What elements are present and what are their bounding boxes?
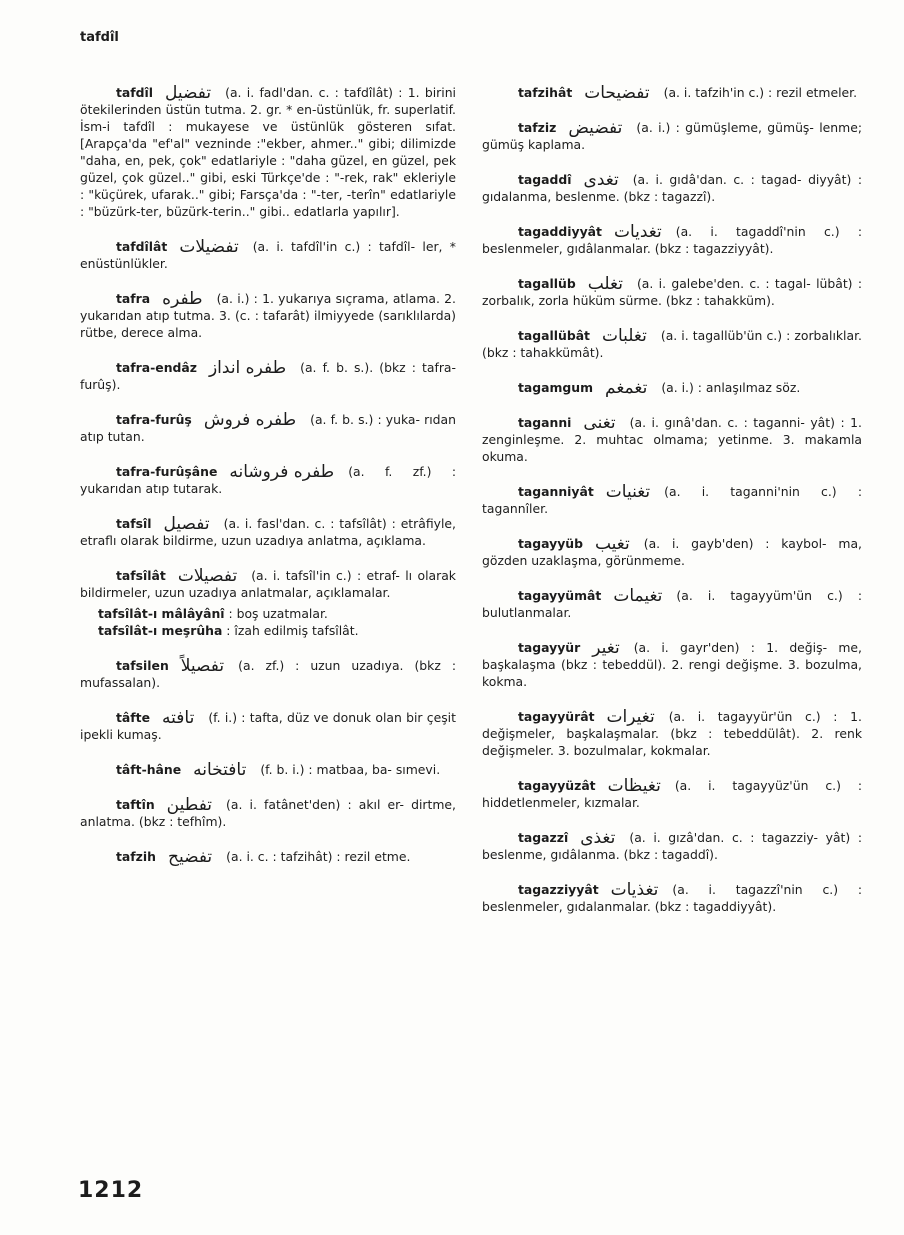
entry-headword: tagayyürât [518, 709, 595, 724]
entry-headword: tafsîlât [116, 568, 166, 583]
entry-definition: 1. değişmeler, başkalaşmalar. (bkz : tebeddülât). 2. renk değişmeler. 3. bozulmalar, kokmalar. [482, 709, 862, 758]
entry-arabic-script: طفره فروشانه [229, 462, 335, 482]
entry-headword: tafzihât [518, 85, 573, 100]
entry-headword: tagazziyyât [518, 882, 599, 897]
entry-headword: tafra-endâz [116, 360, 197, 375]
entry-definition: etmeler. [805, 85, 858, 100]
entry-grammar-note: (a. f. b. s.). (bkz : [300, 360, 416, 375]
entry-arabic-script: تافته [162, 708, 195, 728]
entry-headword: tagayyüb [518, 536, 583, 551]
entry-arabic-script: تغنى [583, 413, 616, 433]
entry-grammar-note: (a. i. tagallüb'ün c.) : [660, 328, 791, 343]
entry-arabic-script: تافتخانه [193, 760, 247, 780]
dictionary-entry [80, 848, 456, 865]
entry-definition: zorbalıklar. (bkz : tahakkümât). [482, 328, 862, 360]
entry-arabic-script: تغير [592, 638, 620, 658]
entry-definition: tagannîler. [482, 501, 549, 516]
entry-definition: ler, * enüstünlükler. [80, 239, 456, 271]
entry-definition: lı olarak bildirmeler, uzun uzadıya anlatmalar, açıklamalar. [80, 568, 456, 600]
entry-headword: tâfte [116, 710, 151, 725]
entry-definition: ma, gözden uzaklaşma, görünmeme. [482, 536, 862, 568]
entry-grammar-note: (f. i.) : tafta, düz ve donuk [208, 710, 372, 725]
entry-headword: tagayyüzât [518, 778, 596, 793]
entry-grammar-note: (a. i. galebe'den. c. : tagal- [636, 276, 811, 291]
entry-definition: (bkz : mufassalan). [80, 658, 456, 690]
dictionary-entry [482, 587, 862, 621]
entry-definition: lübât) : zorbalık, zorla hüküm sürme. (bkz : tahakküm). [482, 276, 862, 308]
entry-headword: tagayyümât [518, 588, 602, 603]
entry-grammar-note: (a. i. tagayyür'ün c.) : [668, 709, 838, 724]
entry-definition: dirtme, anlatma. (bkz : tefhîm). [80, 797, 456, 829]
entry-headword: tâft-hâne [116, 762, 182, 777]
entry-arabic-script: تفضيض [568, 118, 623, 138]
dictionary-entry [482, 223, 862, 257]
sub-entry-headword: tafsîlât-ı meşrûha [98, 623, 223, 638]
entry-headword: tafdîlât [116, 239, 168, 254]
entry-headword: tagaddiyyât [518, 224, 602, 239]
entry-headword: tagamgum [518, 380, 594, 395]
sub-entry-definition: : îzah edilmiş tafsîlât. [226, 623, 359, 638]
entry-arabic-script: تغمغم [605, 378, 648, 398]
entry-definition: yât) : beslenme, gıdâlanma. (bkz : tagaddî). [482, 830, 862, 862]
entry-grammar-note: (a. i. gızâ'dan. c. : tagazziy- [629, 830, 819, 845]
entry-grammar-note: (a. i.) : anlaşılmaz söz. [661, 380, 801, 395]
running-header: tafdîl [80, 30, 119, 45]
dictionary-entry [80, 84, 456, 220]
sub-entries [98, 605, 456, 639]
entry-headword: tagallüb [518, 276, 576, 291]
left-column [80, 84, 456, 883]
entry-grammar-note: (a. i. gıdâ'dan. c. : tagad- [632, 172, 802, 187]
entry-arabic-script: تغلب [587, 274, 623, 294]
entry-grammar-note: (a. f. b. s.) : yuka- [310, 412, 420, 427]
entry-definition: beslenmeler, gıdalanmalar. (bkz : tagaddiyyât). [482, 899, 777, 914]
entry-headword: tafsilen [116, 658, 169, 673]
entry-grammar-note: (a. i. fasl'dan. c. : tafsîlât) : [223, 516, 396, 531]
entry-definition: bulutlanmalar. [482, 605, 572, 620]
entry-grammar-note: (a. i. tafsîl'in c.) : etraf- [251, 568, 400, 583]
entry-arabic-script: تفضيحات [584, 83, 650, 103]
entry-grammar-note: (a. zf.) : uzun uzadıya. [238, 658, 404, 673]
dictionary-entry [80, 796, 456, 830]
entry-arabic-script: تفصيلات [177, 566, 238, 586]
entry-headword: tagaddî [518, 172, 572, 187]
entry-grammar-note: (a. i. tafdîl'in c.) : tafdîl- [252, 239, 416, 254]
dictionary-entry [482, 639, 862, 690]
sub-entry-definition: : boş uzatmalar. [228, 606, 328, 621]
entry-arabic-script: تفضيل [165, 83, 212, 103]
entry-grammar-note: (a. i.) : 1. yukarıya sıçrama, [216, 291, 389, 306]
entry-grammar-note: (a. i. tagaddî'nin c.) : [675, 224, 862, 239]
dictionary-entry [482, 535, 862, 569]
entry-grammar-note: (a. i.) : gümüşleme, gümüş- [636, 120, 814, 135]
dictionary-entry [482, 119, 862, 153]
sub-entry-headword: tafsîlât-ı mâlâyânî [98, 606, 225, 621]
entry-definition: hiddetlenmeler, kızmalar. [482, 795, 640, 810]
entry-grammar-note: (a. i. gınâ'dan. c. : taganni- [629, 415, 805, 430]
entry-definition: yât) : 1. zenginleşme. 2. muhtac olmama; yetinme. 3. makamla okuma. [482, 415, 862, 464]
entry-headword: tafsîl [116, 516, 152, 531]
entry-arabic-script: تفصيلاً [180, 656, 225, 676]
dictionary-entry [80, 657, 456, 691]
entry-definition: rıdan atıp tutan. [80, 412, 456, 444]
dictionary-entry [80, 709, 456, 743]
entry-headword: tafzih [116, 849, 156, 864]
entry-headword: tafdîl [116, 85, 154, 100]
entry-grammar-note: (a. i. tagazzî'nin c.) : [672, 882, 862, 897]
entry-arabic-script: تغيمات [613, 586, 663, 606]
entry-arabic-script: طفره انداز [208, 358, 287, 378]
entry-definition: sımevi. [395, 762, 441, 777]
sub-entry [98, 622, 456, 639]
dictionary-entry [482, 275, 862, 309]
entry-grammar-note: (a. i. fatânet'den) : akıl er- [226, 797, 404, 812]
entry-arabic-script: تغذى [580, 828, 616, 848]
entry-arabic-script: تغذيات [610, 880, 659, 900]
entry-definition: lenme; gümüş kaplama. [482, 120, 862, 152]
entry-definition: diyyât) : gıdalanma, beslenme. (bkz : tagazzî). [482, 172, 862, 204]
right-column [482, 84, 862, 933]
dictionary-entry [482, 327, 862, 361]
dictionary-entry [80, 411, 456, 445]
entry-grammar-note: (a. i. fadl'dan. c. : tafdîlât) : [225, 85, 403, 100]
entry-arabic-script: تغدى [583, 170, 619, 190]
entry-arabic-script: تفضيلات [179, 237, 239, 257]
dictionary-entry [482, 379, 862, 396]
entry-arabic-script: تغيرات [606, 707, 655, 727]
dictionary-entry [80, 238, 456, 272]
dictionary-entry [482, 881, 862, 915]
entry-headword: tafziz [518, 120, 557, 135]
entry-definition: etme. [374, 849, 411, 864]
dictionary-entry [482, 171, 862, 205]
entry-grammar-note: (a. i. tafzih'in c.) : rezil [663, 85, 802, 100]
entry-definition: atlama. 2. yukarıdan atıp tutma. 3. (c. : tafarât) ilmiyyede (sarıklılarda) rütbe, derece alma. [80, 291, 456, 340]
entry-arabic-script: تغيظات [607, 776, 661, 796]
entry-headword: tafra-furûşâne [116, 464, 218, 479]
entry-definition: beslenmeler, gıdâlanmalar. (bkz : tagazziyyât). [482, 241, 774, 256]
page-number: 1212 [78, 1178, 144, 1203]
entry-headword: tagayyür [518, 640, 581, 655]
dictionary-entry [482, 777, 862, 811]
dictionary-entry [80, 761, 456, 778]
entry-definition: 1. birini ötekilerinden üstün tutma. 2. gr. * en-üstünlük, fr. superlatif. İsm-i tafdîl : mukayese ve üstünlük gösteren sıfat. [Arapça'da "ef'al" vezninde :"ekber, ahmer.." gibi; dilimizde "daha, en, pek, çok" edatlariyle : "daha güzel, en güzel, pek güzel, çok güzel.." gibi, eski Türkçe'de : "-rek, rak" ekleriyle : "küçürek, ufarak.." gibi; Farsça'da : "-ter, -terîn" edatlariyle : "büzürk-ter, büzürk-terin.." gibi.. edatlarla yapılır]. [80, 85, 456, 219]
entry-grammar-note: (f. b. i.) : matbaa, ba- [260, 762, 392, 777]
entry-definition: etrâfiyle, etraflı olarak bildirme, uzun uzadıya anlatma, açıklama. [80, 516, 456, 548]
dictionary-entry [80, 515, 456, 549]
entry-grammar-note: (a. i. gayb'den) : kaybol- [643, 536, 827, 551]
entry-definition: me, başkalaşma (bkz : tebeddül). 2. rengi değişme. 3. bozulma, kokma. [482, 640, 862, 689]
entry-grammar-note: (a. i. taganni'nin c.) : [664, 484, 862, 499]
entry-grammar-note: (a. i. tagayyüm'ün c.) : [676, 588, 862, 603]
entry-arabic-script: تفطين [166, 795, 213, 815]
entry-headword: tagazzî [518, 830, 569, 845]
entry-arabic-script: طفره [162, 289, 203, 309]
entry-definition: tafra-furûş). [80, 360, 456, 392]
entry-grammar-note: (a. i. c. : tafzihât) : rezil [226, 849, 371, 864]
entry-arabic-script: طفره فروش [203, 410, 297, 430]
entry-arabic-script: تغيب [594, 534, 630, 554]
entry-definition: yukarıdan atıp tutarak. [80, 481, 223, 496]
dictionary-entry [482, 414, 862, 465]
entry-definition: olan bir çeşit ipekli kumaş. [80, 710, 456, 742]
entry-grammar-note: (a. i. tagayyüz'ün c.) : [674, 778, 862, 793]
dictionary-entry [80, 463, 456, 497]
entry-arabic-script: تغديات [613, 222, 662, 242]
entry-grammar-note: (a. i. gayr'den) : 1. değiş- [633, 640, 828, 655]
dictionary-entry [80, 359, 456, 393]
entry-arabic-script: تغنيات [605, 482, 651, 502]
entry-headword: tagallübât [518, 328, 590, 343]
dictionary-entry [80, 290, 456, 341]
sub-entry [98, 605, 456, 622]
dictionary-entry [482, 708, 862, 759]
entry-arabic-script: تغلبات [601, 326, 647, 346]
dictionary-entry [80, 567, 456, 601]
dictionary-entry [482, 84, 862, 101]
entry-headword: tafra-furûş [116, 412, 192, 427]
entry-arabic-script: تفضيح [167, 847, 213, 867]
entry-headword: taftîn [116, 797, 155, 812]
entry-headword: tafra [116, 291, 151, 306]
dictionary-entry [482, 829, 862, 863]
entry-headword: taganniyât [518, 484, 594, 499]
entry-headword: taganni [518, 415, 572, 430]
entry-arabic-script: تفصيل [163, 514, 210, 534]
entry-grammar-note: (a. f. zf.) : [348, 464, 456, 479]
dictionary-entry [482, 483, 862, 517]
